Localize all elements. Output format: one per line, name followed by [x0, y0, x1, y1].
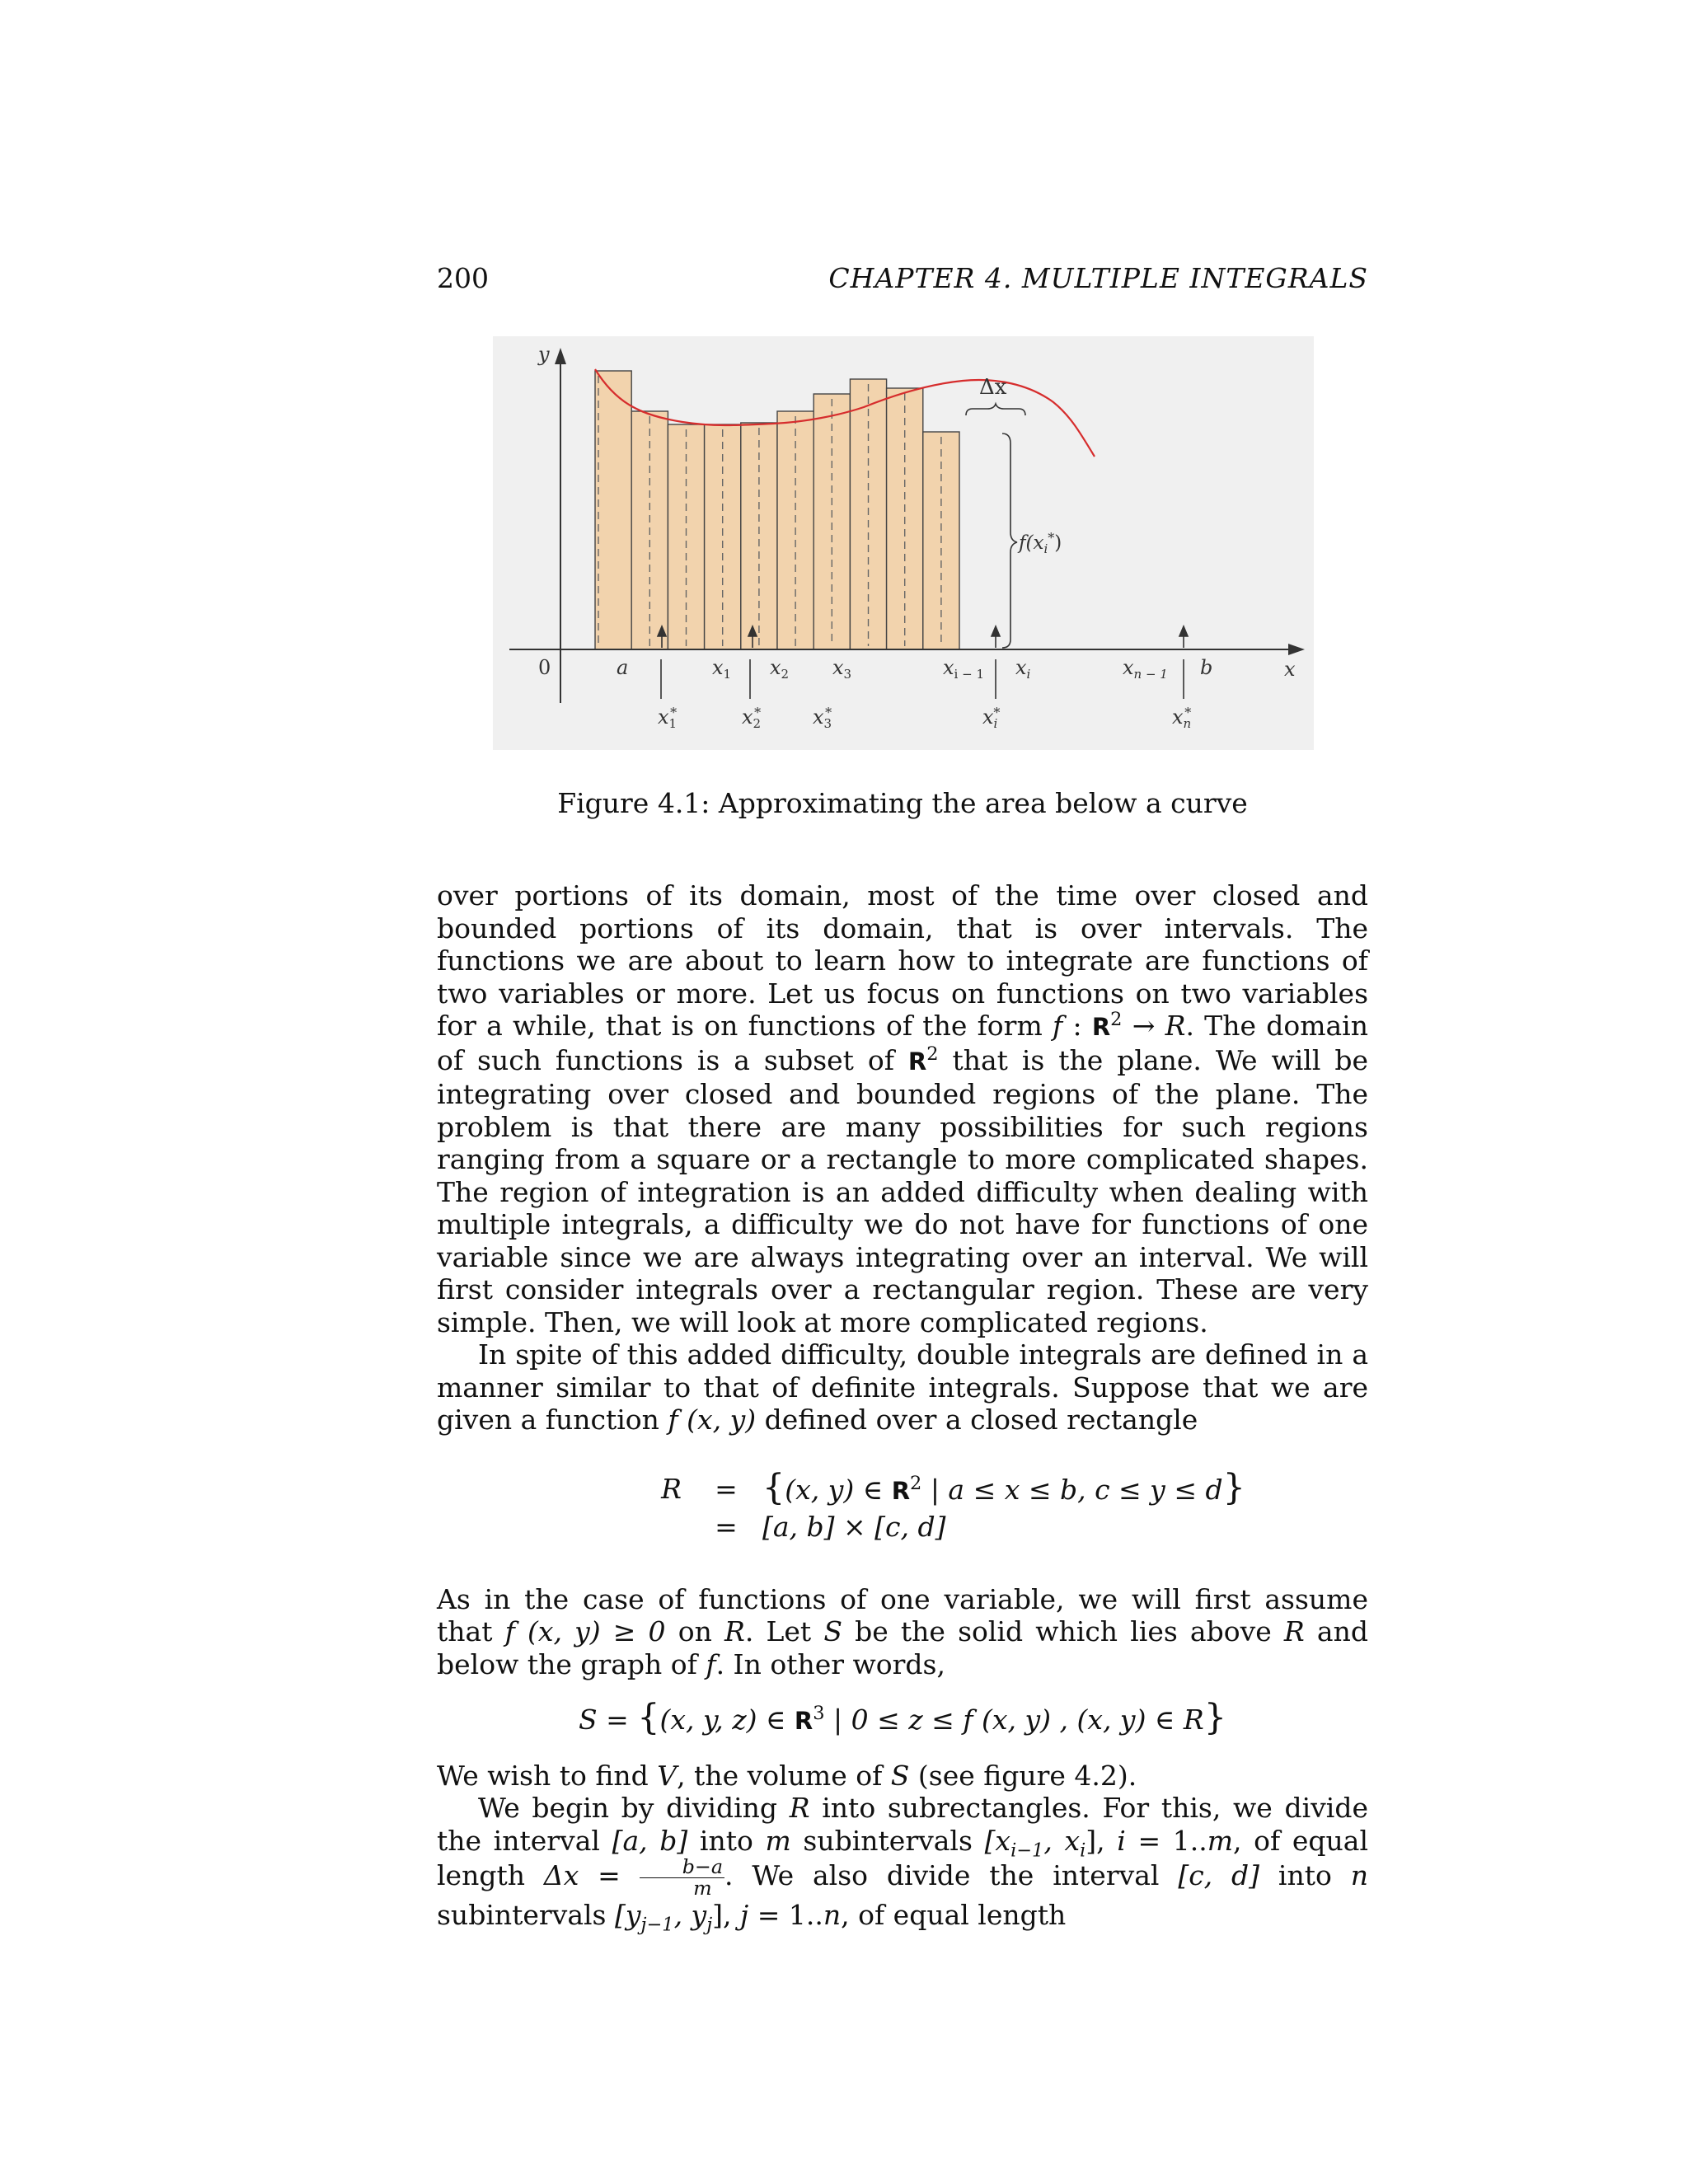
body-text: [437, 879, 1369, 1936]
tick-label-a: a: [617, 656, 629, 679]
y-axis-arrow: [555, 348, 566, 364]
sample-label-x2-star: x2*: [742, 705, 762, 731]
y-axis-label: y: [538, 343, 550, 366]
sample-label-x3-star: x3*: [813, 705, 832, 731]
paragraph-3: As in the case of functions of one variable, we will first assume that f (x, y) ≥ 0 on R. Let S be the solid which lies above R and below the graph of f. In other words,: [437, 1582, 1368, 1680]
sample-label-xi-star: xi*: [982, 705, 1001, 731]
fraction-b-a-over-m: $\frac{b-a}{m}$: [640, 1857, 724, 1899]
riemann-sum-diagram: [493, 336, 1314, 750]
tick-label-x2: x2: [770, 656, 790, 682]
paragraph-1: over portions of its domain, most of the time over closed and bounded portions of its domain, that is over intervals. The functions we are about to learn how to integrate are functions of two variables or more. Let us focus on functions on two variables for a while, that is on functions of the form f : $R^2 \to R$. The domain of such functions is a subset of $R^2$ that is the plane. We will be integrating over closed and bounded regions of the plane. The problem is that there are many possibilities for such regions ranging from a square or a rectangle to more complicated shapes. The region of integration is an added difficulty when dealing with multiple integrals, a difficulty we do not have for functions of one variable since we are always integrating over an interval. We will first consider integrals over a rectangular region. These are very simple. Then, we will look at more complicated regions.: [437, 879, 1369, 1338]
origin-label: 0: [538, 656, 551, 679]
paragraph-5: We begin by dividing R into subrectangles. For this, we divide the interval [a, b] into m subintervals [$x_{i-1}$, $x_i$], i = 1..m, of equal length Δx = $\frac{b-a}{m}$ . We also divide the interval [c, d] into n subintervals [$y_{j-1}$, $y_j$], j = 1..n, of equal length: [437, 1792, 1369, 1936]
x-axis-arrow: [1288, 644, 1305, 655]
delta-x-brace: [966, 404, 1025, 415]
figure-riemann-sum: [493, 336, 1314, 750]
running-head: CHAPTER 4. MULTIPLE INTEGRALS: [828, 262, 1368, 294]
page-number: 200: [437, 262, 489, 294]
delta-x-label: Δx: [979, 375, 1007, 400]
sample-label-xn-star: xn*: [1172, 705, 1192, 731]
f-xi-label: f(xi*): [1019, 530, 1062, 556]
tick-label-xim1: xi − 1: [943, 656, 984, 682]
paragraph-4: We wish to find V, the volume of S (see figure 4.2).: [437, 1759, 1137, 1792]
tick-label-b: b: [1200, 656, 1213, 679]
tick-label-xnm1: xn − 1: [1123, 656, 1168, 682]
sample-label-x1-star: x1*: [658, 705, 678, 731]
tick-label-x3: x3: [832, 656, 852, 682]
tick-label-xi: xi: [1015, 656, 1031, 682]
page-header: [437, 262, 1368, 298]
equation-solid: S = {(x, y, z) ∈ $R^3$ | 0 ≤ z ≤ f (x, y) , (x, y) ∈ R}: [579, 1697, 1226, 1738]
f-xi-bracket: [1002, 434, 1017, 648]
figure-caption: Figure 4.1: Approximating the area below a curve: [557, 787, 1248, 819]
x-axis-label: x: [1284, 658, 1296, 681]
equation-rectangle: R = {(x, y) ∈ $R^2$ | a ≤ x ≤ b, c ≤ y ≤ d} = [a, b] × [c, d]: [661, 1466, 1245, 1543]
paragraph-2: In spite of this added difficulty, double integrals are defined in a manner similar to that of definite integrals. Suppose that we are given a function f (x, y) defined over a closed rectangle: [437, 1338, 1368, 1436]
tick-label-x1: x1: [712, 656, 732, 682]
riemann-bar: [595, 371, 631, 649]
